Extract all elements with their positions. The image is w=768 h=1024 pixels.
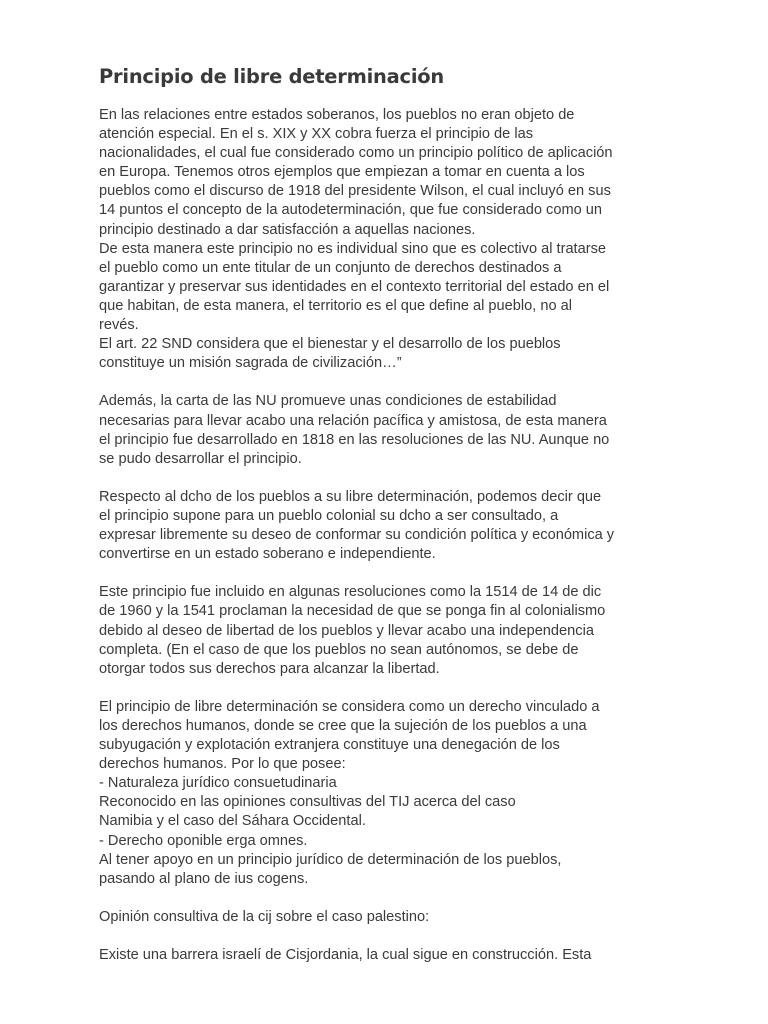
text-line: expresar libremente su deseo de conformar su condición política y económica y bbox=[99, 527, 615, 544]
text-line: El art. 22 SND considera que el bienestar y el desarrollo de los pueblos bbox=[99, 336, 561, 353]
text-line: Reconocido en las opiniones consultivas del TIJ acerca del caso bbox=[99, 794, 516, 811]
text-line: - Derecho oponible erga omnes. bbox=[99, 832, 308, 849]
text-line: En las relaciones entre estados soberanos, los pueblos no eran objeto de bbox=[99, 107, 575, 123]
text-line: convertirse en un estado soberano e independiente. bbox=[99, 546, 436, 563]
text-line: nacionalidades, el cual fue considerado como un principio político de aplicación bbox=[99, 145, 613, 162]
paragraph bbox=[99, 392, 679, 468]
text-line: Respecto al dcho de los pueblos a su libre determinación, podemos decir que bbox=[99, 488, 602, 505]
text-line: los derechos humanos, donde se cree que la sujeción de los pueblos a una bbox=[99, 718, 587, 734]
text-line: Este principio fue incluido en algunas resoluciones como la 1514 de 14 de dic bbox=[99, 584, 602, 601]
document-body bbox=[99, 106, 679, 965]
text-line: Existe una barrera israelí de Cisjordania, la cual sigue en construcción. Esta bbox=[99, 947, 592, 964]
paragraph bbox=[99, 908, 679, 927]
text-line: constituye un misión sagrada de civilización…” bbox=[99, 355, 402, 372]
paragraph bbox=[99, 583, 679, 678]
text-line: pueblos como el discurso de 1918 del presidente Wilson, el cual incluyó en sus bbox=[99, 183, 611, 200]
text-line: otorgar todos sus derechos para alcanzar la libertad. bbox=[99, 660, 440, 677]
text-line: - Naturaleza jurídico consuetudinaria bbox=[99, 775, 337, 792]
text-line: completa. (En el caso de que los pueblos no sean autónomos, se debe de bbox=[99, 641, 579, 658]
document-title: Principio de libre determinación bbox=[99, 65, 445, 88]
text-line: en Europa. Tenemos otros ejemplos que empiezan a tomar en cuenta a los bbox=[99, 164, 585, 181]
document-page bbox=[99, 62, 679, 984]
text-line: atención especial. En el s. XIX y XX cobra fuerza el principio de las bbox=[99, 126, 533, 143]
text-line: revés. bbox=[99, 317, 139, 334]
text-line: Al tener apoyo en un principio jurídico de determinación de los pueblos, bbox=[99, 851, 562, 868]
text-line: El principio de libre determinación se considera como un derecho vinculado a bbox=[99, 698, 600, 715]
text-line: principio destinado a dar satisfacción a aquellas naciones. bbox=[99, 221, 476, 238]
text-line: pasando al plano de ius cogens. bbox=[99, 870, 309, 887]
paragraph bbox=[99, 946, 679, 965]
text-line: 14 puntos el concepto de la autodeterminación, que fue considerado como un bbox=[99, 202, 603, 219]
paragraph bbox=[99, 488, 679, 564]
text-line: que habitan, de esta manera, el territorio es el que define al pueblo, no al bbox=[99, 297, 572, 314]
text-line: Opinión consultiva de la cij sobre el caso palestino: bbox=[99, 908, 430, 925]
text-line: necesarias para llevar acabo una relación pacífica y amistosa, de esta manera bbox=[99, 412, 607, 429]
text-line: Además, la carta de las NU promueve unas condiciones de estabilidad bbox=[99, 393, 557, 410]
paragraph bbox=[99, 698, 679, 889]
text-line: el principio supone para un pueblo colonial su dcho a ser consultado, a bbox=[99, 507, 559, 524]
text-line: derechos humanos. Por lo que posee: bbox=[99, 756, 346, 773]
paragraph bbox=[99, 106, 679, 373]
text-line: se pudo desarrollar el principio. bbox=[99, 450, 302, 467]
text-line: el pueblo como un ente titular de un conjunto de derechos destinados a bbox=[99, 259, 562, 276]
text-line: de 1960 y la 1541 proclaman la necesidad de que se ponga fin al colonialismo bbox=[99, 603, 606, 620]
text-line: debido al deseo de libertad de los pueblos y llevar acabo una independencia bbox=[99, 622, 594, 639]
text-line: De esta manera este principio no es individual sino que es colectivo al tratarse bbox=[99, 240, 607, 257]
text-line: Namibia y el caso del Sáhara Occidental. bbox=[99, 813, 366, 830]
text-line: subyugación y explotación extranjera constituye una denegación de los bbox=[99, 737, 560, 754]
text-line: el principio fue desarrollado en 1818 en las resoluciones de las NU. Aunque no bbox=[99, 431, 610, 448]
text-line: garantizar y preservar sus identidades en el contexto territorial del estado en el bbox=[99, 278, 610, 295]
